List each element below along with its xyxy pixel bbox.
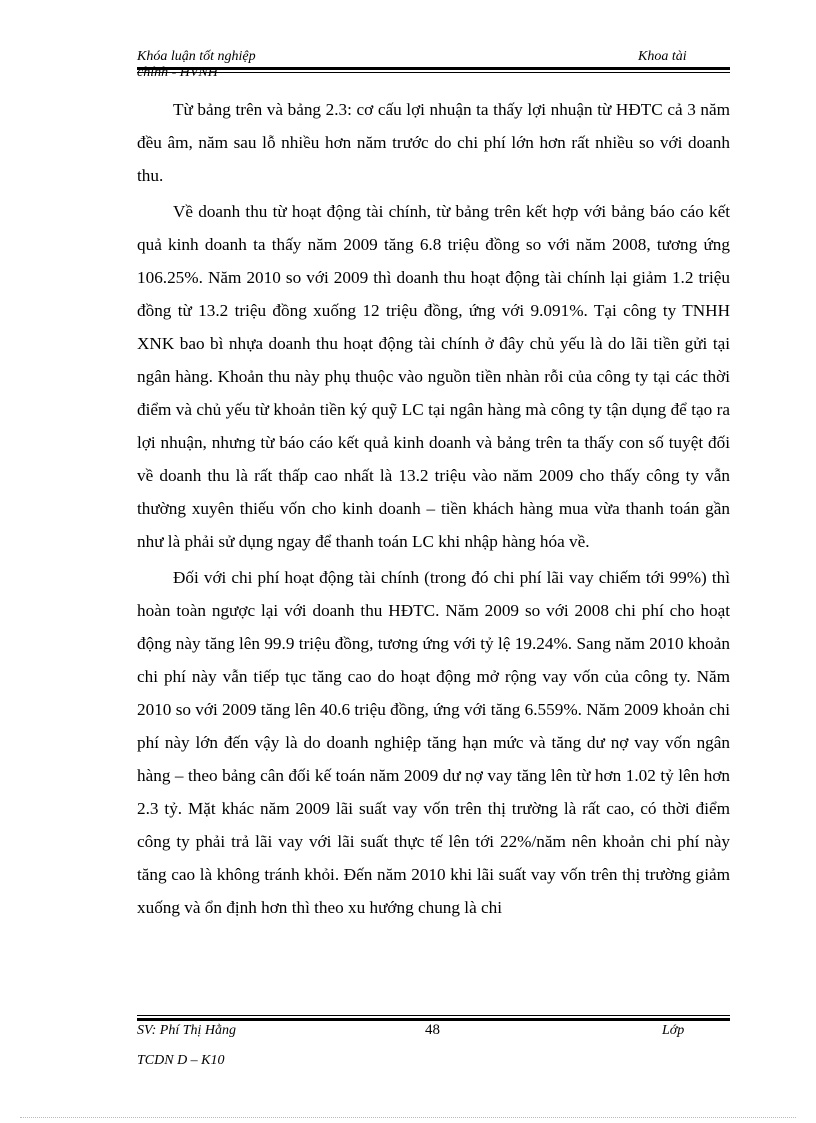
body-text (137, 93, 730, 927)
paragraph-financial-revenue: Về doanh thu từ hoạt động tài chính, từ bảng trên kết hợp với bảng báo cáo kết quả kinh doanh ta thấy năm 2009 tăng 6.8 triệu đồng so với năm 2008, tương ứng 106.25%. Năm 2010 so với 2009 thì doanh thu hoạt động tài chính lại giảm 1.2 triệu đồng từ 13.2 triệu đồng xuống 12 triệu đồng, ứng với 9.091%. Tại công ty TNHH XNK bao bì nhựa doanh thu hoạt động tài chính ở đây chủ yếu là do lãi tiền gửi tại ngân hàng. Khoản thu này phụ thuộc vào nguồn tiền nhàn rỗi của công ty tại các thời điểm và chủ yếu từ khoản tiền ký quỹ LC tại ngân hàng mà công ty tận dụng để tạo ra lợi nhuận, nhưng từ báo cáo kết quả kinh doanh và bảng trên ta thấy con số tuyệt đối về doanh thu là rất thấp cao nhất là 13.2 triệu vào năm 2009 cho thấy công ty vẫn thường xuyên thiếu vốn cho kinh doanh – tiền khách hàng mua vừa thanh toán gần như là phải sử dụng ngay để thanh toán LC khi nhập hàng hóa về. (137, 202, 730, 551)
footer-student-name: SV: Phí Thị Hằng (137, 1023, 237, 1038)
header-rule-thin (137, 72, 730, 73)
header-continuation-text: chính - HVNH (137, 65, 218, 77)
paragraph-profit-structure: Từ bảng trên và bảng 2.3: cơ cấu lợi nhuận ta thấy lợi nhuận từ HĐTC cả 3 năm đều âm, năm sau lỗ nhiều hơn năm trước do chi phí lớn hơn rất nhiều so với doanh thu. (137, 100, 730, 185)
page-number: 48 (425, 1022, 440, 1038)
header-right-text: Khoa tài (638, 49, 687, 64)
header-rule-thick (137, 67, 730, 70)
page-bottom-dotted-border (20, 1117, 796, 1118)
footer-rule-thin (137, 1015, 730, 1016)
footer-rule-thick (137, 1018, 730, 1021)
header-left-text: Khóa luận tốt nghiệp (137, 49, 256, 64)
footer-class-code: TCDN D – K10 (137, 1053, 225, 1068)
footer-class-label: Lớp (662, 1023, 685, 1038)
paragraph-financial-expense: Đối với chi phí hoạt động tài chính (trong đó chi phí lãi vay chiếm tới 99%) thì hoàn toàn ngược lại với doanh thu HĐTC. Năm 2009 so với 2008 chi phí cho hoạt động này tăng lên 99.9 triệu đồng, tương ứng với tỷ lệ 19.24%. Sang năm 2010 khoản chi phí này vẫn tiếp tục tăng cao do hoạt động mở rộng vay vốn của công ty. Năm 2010 so với 2009 tăng lên 40.6 triệu đồng, ứng với tăng 6.559%. Năm 2009 khoản chi phí này lớn đến vậy là do doanh nghiệp tăng hạn mức và tăng dư nợ vay vốn ngân hàng – theo bảng cân đối kế toán năm 2009 dư nợ vay tăng lên từ hơn 1.02 tỷ lên hơn 2.3 tỷ. Mặt khác năm 2009 lãi suất vay vốn trên thị trường là rất cao, có thời điểm công ty phải trả lãi vay với lãi suất thực tế lên tới 22%/năm nên khoản chi phí này tăng cao là không tránh khỏi. Đến năm 2010 khi lãi suất vay vốn trên thị trường giảm xuống và ổn định hơn thì theo xu hướng chung là chi (137, 568, 730, 917)
